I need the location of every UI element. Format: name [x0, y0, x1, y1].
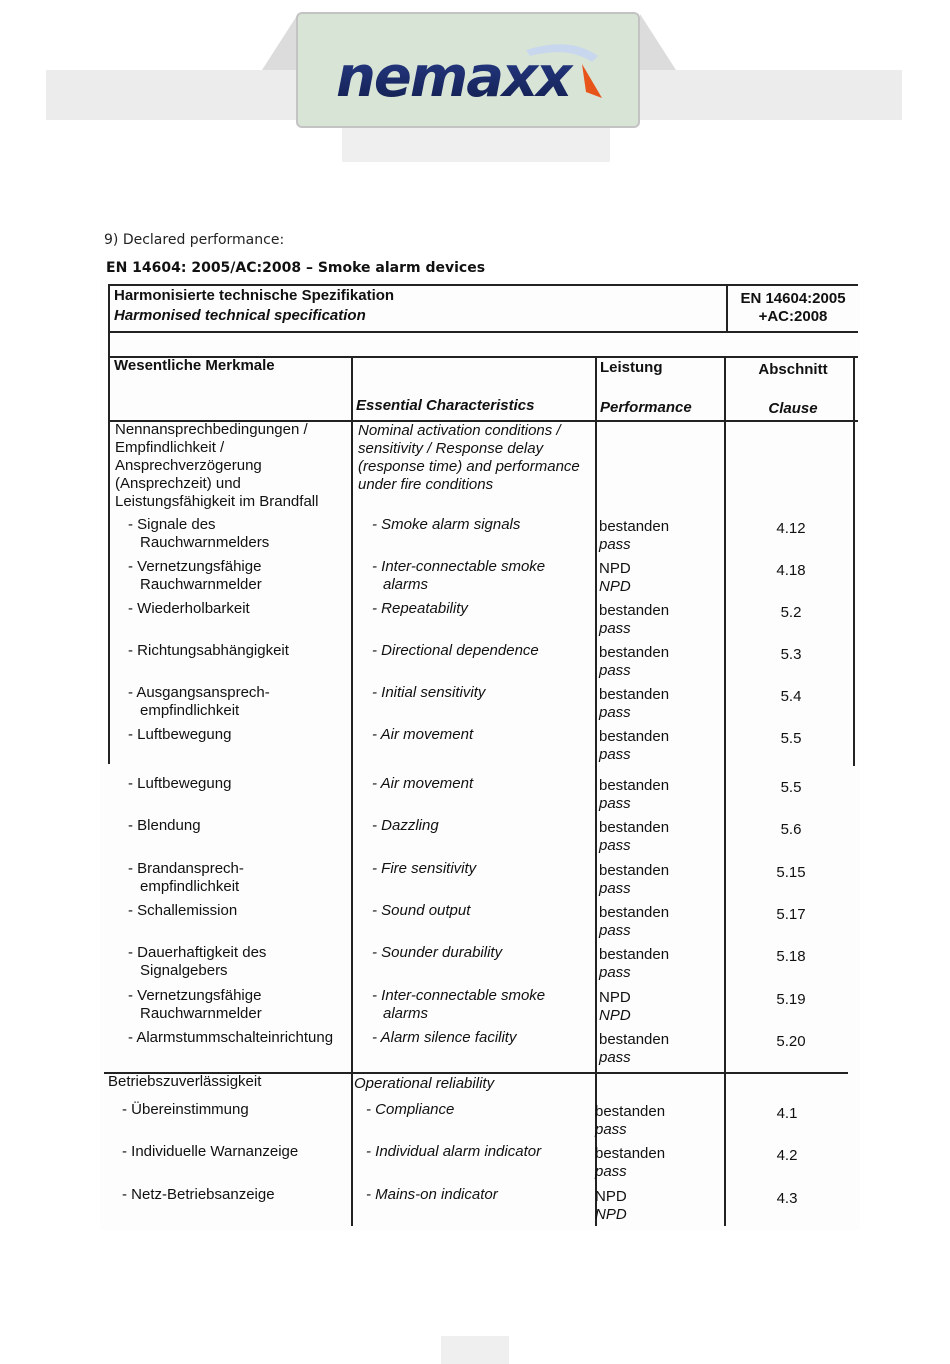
row-characteristic-en: - Inter-connectable smoke: [372, 987, 546, 1004]
row-characteristic-en: - Fire sensitivity: [372, 860, 477, 877]
row-performance-en: NPD: [595, 1206, 627, 1223]
row-performance-en: pass: [599, 922, 631, 939]
spec-ref-1: EN 14604:2005: [740, 290, 846, 307]
row-clause: 5.18: [776, 948, 806, 965]
row-performance-de: bestanden: [595, 1145, 666, 1162]
row-characteristic-de: - Luftbewegung: [128, 775, 232, 792]
row-performance-de: bestanden: [599, 644, 670, 661]
row-characteristic-de: empfindlichkeit: [140, 878, 240, 895]
table-line: [108, 284, 110, 764]
group-label-en: under fire conditions: [358, 476, 494, 493]
table-line: [595, 356, 597, 1226]
header-under-logo-band: [342, 128, 610, 162]
row-performance-en: pass: [599, 964, 631, 981]
group-label-en: (response time) and performance: [358, 458, 580, 475]
table-line: [108, 331, 858, 333]
group-label-de: (Ansprechzeit) und: [115, 475, 241, 492]
logo-box: [296, 12, 640, 128]
row-characteristic-de: - Schallemission: [128, 902, 238, 919]
row-characteristic-en: alarms: [383, 1005, 429, 1022]
row-performance-en: pass: [599, 837, 631, 854]
row-performance-en: NPD: [599, 1007, 631, 1024]
group-label-de: Empfindlichkeit /: [115, 439, 225, 456]
row-performance-de: NPD: [599, 989, 631, 1006]
row-characteristic-en: - Alarm silence facility: [372, 1029, 517, 1046]
group-label-de: Betriebszuverlässigkeit: [108, 1073, 262, 1090]
table-line: [351, 356, 353, 1226]
row-performance-en: pass: [599, 662, 631, 679]
row-performance-de: bestanden: [599, 728, 670, 745]
row-characteristic-de: Rauchwarnmelders: [140, 534, 270, 551]
row-characteristic-en: - Air movement: [372, 775, 474, 792]
group-label-de: Leistungsfähigkeit im Brandfall: [115, 493, 319, 510]
group-label-de: Nennansprechbedingungen /: [115, 421, 308, 438]
row-characteristic-de: - Individuelle Warnanzeige: [122, 1143, 299, 1160]
row-performance-de: bestanden: [595, 1103, 666, 1120]
row-performance-de: bestanden: [599, 862, 670, 879]
row-clause: 4.18: [776, 562, 806, 579]
row-characteristic-de: - Signale des: [128, 516, 216, 533]
row-characteristic-en: - Sounder durability: [372, 944, 503, 961]
row-performance-en: pass: [599, 1049, 631, 1066]
row-performance-de: bestanden: [599, 777, 670, 794]
row-characteristic-en: alarms: [383, 576, 429, 593]
table-line: [724, 356, 726, 1226]
row-performance-en: pass: [599, 746, 631, 763]
row-characteristic-en: - Initial sensitivity: [372, 684, 486, 701]
row-characteristic-de: - Vernetzungsfähige: [128, 558, 262, 575]
row-characteristic-de: - Vernetzungsfähige: [128, 987, 262, 1004]
col-header-characteristics-en: Essential Characteristics: [356, 397, 535, 414]
group-label-en: Operational reliability: [354, 1075, 495, 1092]
logo-text: nemaxx: [336, 45, 571, 106]
header-band-left: [46, 70, 296, 120]
row-characteristic-de: - Alarmstummschalteinrichtung: [128, 1029, 334, 1046]
row-characteristic-de: Rauchwarnmelder: [140, 1005, 262, 1022]
row-characteristic-en: - Smoke alarm signals: [372, 516, 521, 533]
row-performance-de: bestanden: [599, 686, 670, 703]
row-clause: 5.5: [780, 730, 802, 747]
row-performance-en: pass: [599, 620, 631, 637]
row-clause: 5.6: [780, 821, 802, 838]
row-characteristic-en: - Air movement: [372, 726, 474, 743]
row-clause: 5.5: [780, 779, 802, 796]
col-header-clause-en: Clause: [768, 400, 818, 417]
row-performance-en: pass: [595, 1163, 627, 1180]
row-performance-en: NPD: [599, 578, 631, 595]
group-label-en: sensitivity / Response delay: [358, 440, 544, 457]
row-performance-en: pass: [595, 1121, 627, 1138]
row-performance-en: pass: [599, 880, 631, 897]
row-characteristic-en: - Directional dependence: [372, 642, 539, 659]
row-characteristic-de: - Ausgangsansprech-: [128, 684, 270, 701]
row-characteristic-en: - Inter-connectable smoke: [372, 558, 546, 575]
spec-label-de: Harmonisierte technische Spezifikation: [114, 287, 395, 304]
row-performance-en: pass: [599, 795, 631, 812]
row-clause: 5.4: [780, 688, 802, 705]
footer-page-box: [441, 1336, 509, 1364]
col-header-performance-en: Performance: [600, 399, 692, 416]
row-performance-de: bestanden: [599, 946, 670, 963]
row-performance-de: bestanden: [599, 602, 670, 619]
row-clause: 5.19: [776, 991, 806, 1008]
header-band-right: [640, 70, 902, 120]
row-characteristic-de: Rauchwarnmelder: [140, 576, 262, 593]
header-trapezoid-right: [640, 14, 676, 70]
row-performance-de: bestanden: [599, 819, 670, 836]
row-performance-de: bestanden: [599, 518, 670, 535]
row-performance-en: pass: [599, 704, 631, 721]
row-clause: 5.17: [776, 906, 806, 923]
row-clause: 4.3: [776, 1190, 798, 1207]
col-header-performance-de: Leistung: [600, 359, 663, 376]
row-performance-de: bestanden: [599, 1031, 670, 1048]
row-clause: 4.12: [776, 520, 806, 537]
row-characteristic-de: - Dauerhaftigkeit des: [128, 944, 267, 961]
row-clause: 5.3: [780, 646, 802, 663]
row-characteristic-de: - Netz-Betriebsanzeige: [122, 1186, 275, 1203]
row-characteristic-en: - Repeatability: [372, 600, 468, 617]
section-title: 9) Declared performance:: [104, 232, 285, 248]
row-characteristic-de: - Richtungsabhängigkeit: [128, 642, 289, 659]
row-clause: 5.15: [776, 864, 806, 881]
row-performance-de: NPD: [595, 1188, 627, 1205]
nemaxx-logo: [330, 36, 610, 106]
row-characteristic-en: - Compliance: [366, 1101, 455, 1118]
row-characteristic-en: - Dazzling: [372, 817, 439, 834]
row-characteristic-en: - Mains-on indicator: [366, 1186, 498, 1203]
col-header-characteristics-de: Wesentliche Merkmale: [114, 357, 275, 374]
section-subtitle: EN 14604: 2005/AC:2008 – Smoke alarm devices: [106, 260, 486, 276]
header-trapezoid-left: [262, 14, 298, 70]
col-header-clause-de: Abschnitt: [758, 361, 828, 378]
group-label-en: Nominal activation conditions /: [358, 422, 561, 439]
row-characteristic-de: - Blendung: [128, 817, 201, 834]
table-line: [108, 284, 858, 286]
spec-label-en: Harmonised technical specification: [114, 307, 366, 324]
row-performance-de: NPD: [599, 560, 631, 577]
row-performance-de: bestanden: [599, 904, 670, 921]
row-clause: 4.2: [776, 1147, 798, 1164]
row-characteristic-de: Signalgebers: [140, 962, 228, 979]
row-performance-en: pass: [599, 536, 631, 553]
row-characteristic-de: - Übereinstimmung: [122, 1101, 249, 1118]
row-characteristic-en: - Individual alarm indicator: [366, 1143, 542, 1160]
group-label-de: Ansprechverzögerung: [115, 457, 262, 474]
row-clause: 5.20: [776, 1033, 806, 1050]
row-clause: 4.1: [776, 1105, 798, 1122]
performance-table: [100, 280, 860, 1230]
row-characteristic-en: - Sound output: [372, 902, 471, 919]
row-characteristic-de: - Luftbewegung: [128, 726, 232, 743]
row-clause: 5.2: [780, 604, 802, 621]
row-characteristic-de: empfindlichkeit: [140, 702, 240, 719]
spec-ref-2: +AC:2008: [758, 308, 828, 325]
row-characteristic-de: - Wiederholbarkeit: [128, 600, 250, 617]
row-characteristic-de: - Brandansprech-: [128, 860, 244, 877]
